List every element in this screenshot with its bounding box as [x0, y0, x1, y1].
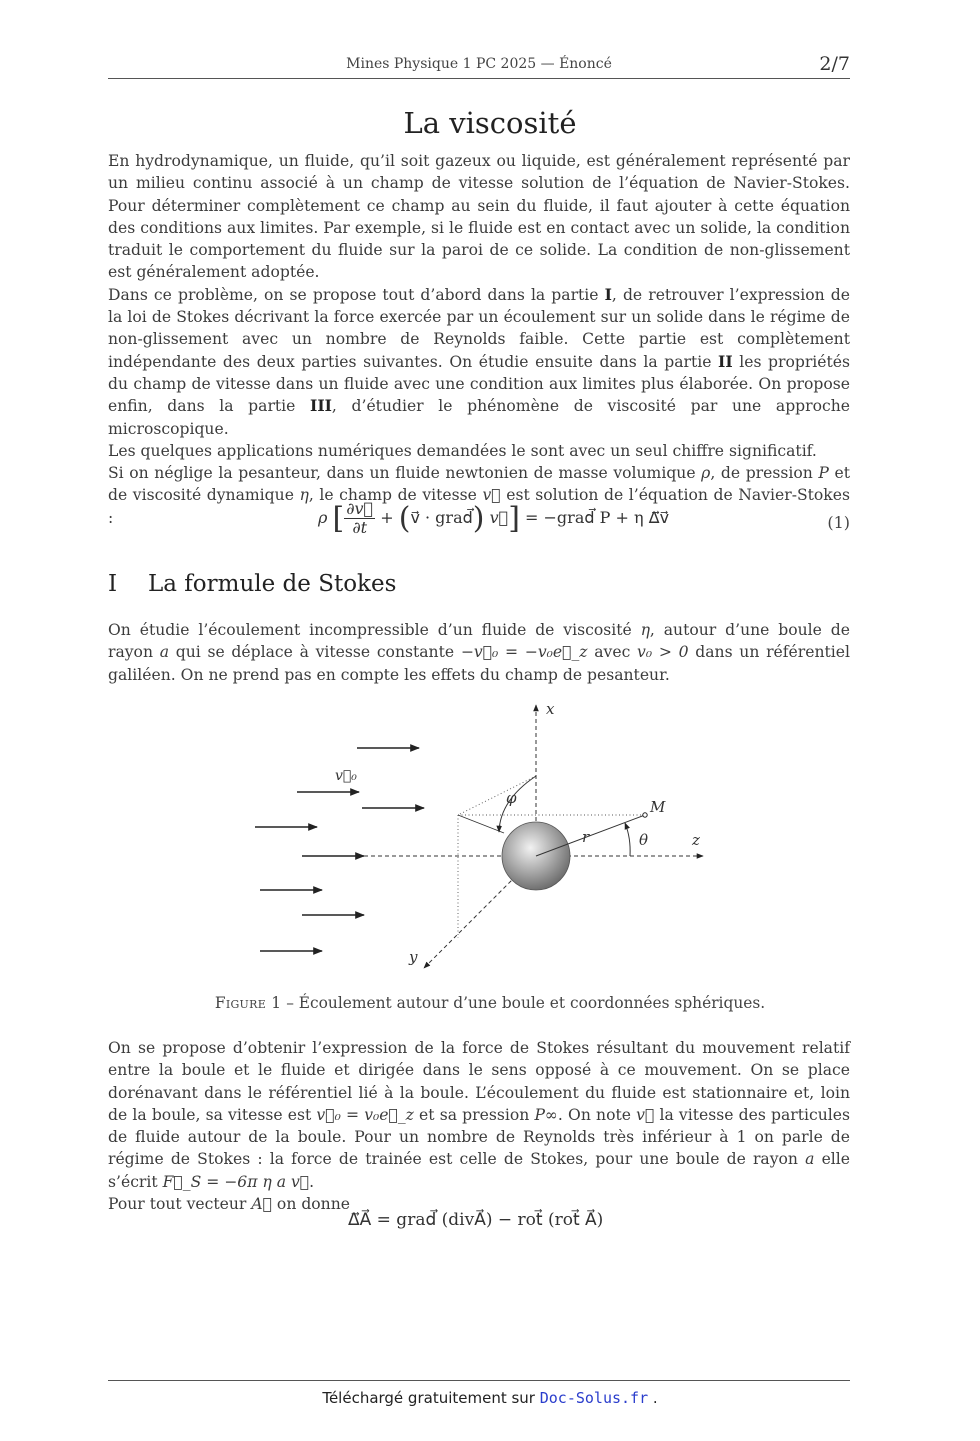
text-run: elle s’écrit — [108, 1150, 851, 1191]
label-x: x — [546, 700, 555, 718]
section-intro — [108, 619, 850, 686]
text-run: . — [309, 1172, 315, 1191]
text-run: , d’étudier le phénomène de viscosité par une approche microscopique. — [108, 397, 851, 438]
text-run: , de pression — [710, 464, 819, 483]
section-intro-paragraph — [108, 619, 850, 686]
eq-convective: v⃗ · grad⃗ — [410, 508, 473, 527]
equation-number: (1) — [827, 513, 850, 532]
running-title: Mines Physique 1 PC 2025 — Énoncé — [346, 56, 612, 72]
text-run: est solution de l’équation de Navier-Stokes : — [108, 486, 850, 527]
label-theta: θ — [639, 831, 649, 849]
text-run: Si on néglige la pesanteur, dans un fluide newtonien de masse volumique — [108, 464, 702, 483]
eq-bracket-open: [ — [332, 501, 345, 536]
footer-text: Téléchargé gratuitement sur — [322, 1389, 540, 1407]
text-run: , de retrouver l’expression de la loi de Stokes décrivant la force exercée par un écoulement sur un solide dans le régime de non-glissement avec un nombre de Reynolds faible. Cette partie est complètement indépendante des deux parties suivantes. On étudie ensuite dans la partie — [108, 285, 850, 371]
label-z: z — [692, 831, 700, 849]
intro-paragraph-1: En hydrodynamique, un fluide, qu’il soit gazeux ou liquide, est généralement représenté par un milieu continu associé à un champ de vitesse solution de l’équation de Navier-Stokes. Pour déterminer complètement ce champ au sein du fluide, il faut ajouter à cette équation des conditions aux limites. Par exemple, si le fluide est en contact avec un solide, la condition traduit le comportement du fluide sur la paroi de ce solide. La condition de non-glissement est généralement adoptée. — [108, 152, 850, 282]
math-symbol: a — [805, 1150, 815, 1169]
eq-paren-open: ( — [398, 501, 411, 536]
stokes-text — [108, 1037, 850, 1215]
math-symbol: −v⃗₀ = −v₀e⃗_z — [460, 643, 588, 662]
text-run: on donne — [271, 1195, 350, 1214]
text-run: On étudie l’écoulement incompressible d’un fluide de viscosité — [108, 621, 641, 639]
stokes-paragraph-1 — [108, 1037, 850, 1193]
part-ref: I — [604, 284, 612, 304]
page-number: 2/7 — [819, 53, 850, 75]
point-M — [643, 813, 647, 817]
intro-paragraph-2 — [108, 284, 850, 440]
eq-paren-close: ) — [472, 501, 485, 536]
math-symbol: v⃗₀ = v₀e⃗_z — [316, 1105, 414, 1124]
text-run: . On note — [557, 1105, 637, 1124]
running-header — [108, 52, 850, 79]
text-run: avec — [587, 643, 638, 662]
math-symbol: P — [818, 464, 829, 483]
text-run: dans un référentiel galiléen. On ne prend pas en compte les effets du champ de pesanteur. — [108, 643, 850, 684]
label-M: M — [650, 798, 666, 816]
text-run: et de viscosité dynamique — [108, 464, 850, 505]
caption-text: – Écoulement autour d’une boule et coordonnées sphériques. — [281, 994, 766, 1012]
theta-arc — [625, 823, 630, 856]
text-run: , autour d’une boule de rayon — [108, 621, 850, 662]
eq-bracket-close: ] — [508, 501, 520, 536]
eq-denominator: ∂t — [352, 518, 368, 537]
text-run: et sa pression — [413, 1105, 535, 1124]
math-symbol: ρ — [701, 464, 711, 483]
section-number: I — [108, 571, 118, 597]
projection-line — [458, 776, 536, 815]
math-symbol: F⃗_S = −6π η a v⃗ — [162, 1172, 310, 1191]
part-ref: II — [718, 351, 733, 371]
eq-fraction — [344, 500, 375, 537]
caption-label: Figure 1 — [214, 994, 282, 1012]
math-symbol: v₀ > 0 — [637, 643, 689, 662]
equation-navier-stokes — [318, 500, 669, 537]
phi-ray — [458, 815, 504, 833]
text-run: Pour tout vecteur — [108, 1195, 252, 1214]
label-v0: v⃗₀ — [335, 768, 357, 784]
eq-rho: ρ — [318, 508, 328, 527]
section-heading — [108, 571, 396, 597]
equation-vector-laplacian: Δ⃗A⃗ = grad⃗ (divA⃗) − rot⃗ (rot⃗ A⃗) — [348, 1210, 604, 1230]
math-symbol: A⃗ — [251, 1195, 272, 1214]
math-symbol: a — [159, 643, 170, 662]
eq-velocity: v⃗ — [489, 508, 509, 527]
text-run: Dans ce problème, on se propose tout d’abord dans la partie — [108, 285, 605, 304]
text-run: , le champ de vitesse — [308, 486, 483, 505]
math-symbol: η — [640, 621, 650, 639]
page-title: La viscosité — [403, 106, 577, 140]
part-ref: III — [310, 396, 332, 416]
label-r: r — [582, 828, 590, 846]
text-run: les propriétés du champ de vitesse dans un fluide avec une condition aux limites plus élaborée. On propose enfin, dans la partie — [108, 352, 851, 416]
label-phi: φ — [506, 789, 517, 807]
figure-sphere-flow — [240, 696, 720, 978]
footer-suffix: . — [648, 1389, 658, 1407]
math-symbol: P∞ — [534, 1105, 558, 1124]
eq-rhs: = −grad⃗ P + η Δ⃗v⃗ — [525, 508, 670, 527]
footer — [0, 1389, 980, 1407]
label-y: y — [409, 948, 418, 966]
eq-plus: + — [380, 508, 394, 527]
math-symbol: v⃗ — [636, 1105, 655, 1124]
text-run: qui se déplace à vitesse constante — [169, 643, 461, 662]
math-symbol: v⃗ — [482, 486, 501, 505]
figure-caption — [0, 994, 980, 1012]
text-run: On se propose d’obtenir l’expression de la force de Stokes résultant du mouvement relatif entre la boule et le fluide et dirigée dans le sens opposé à ce mouvement. On se place dorénavant dans le référentiel lié à la boule. L’écoulement du fluide est stationnaire et, loin de la boule, sa vitesse est — [108, 1039, 850, 1124]
section-title: La formule de Stokes — [148, 571, 397, 597]
eq-numerator: ∂v⃗ — [346, 499, 374, 518]
intro-text — [108, 150, 850, 529]
footer-link[interactable]: Doc-Solus.fr — [539, 1389, 649, 1407]
intro-paragraph-3: Les quelques applications numériques demandées le sont avec un seul chiffre significatif. — [108, 441, 817, 460]
math-symbol: η — [299, 486, 309, 505]
footer-rule — [108, 1380, 850, 1381]
text-run: la vitesse des particules de fluide autour de la boule. Pour un nombre de Reynolds très inférieur à 1 on parle de régime de Stokes : la force de trainée est celle de Stokes, pour une boule de rayon — [108, 1105, 850, 1169]
